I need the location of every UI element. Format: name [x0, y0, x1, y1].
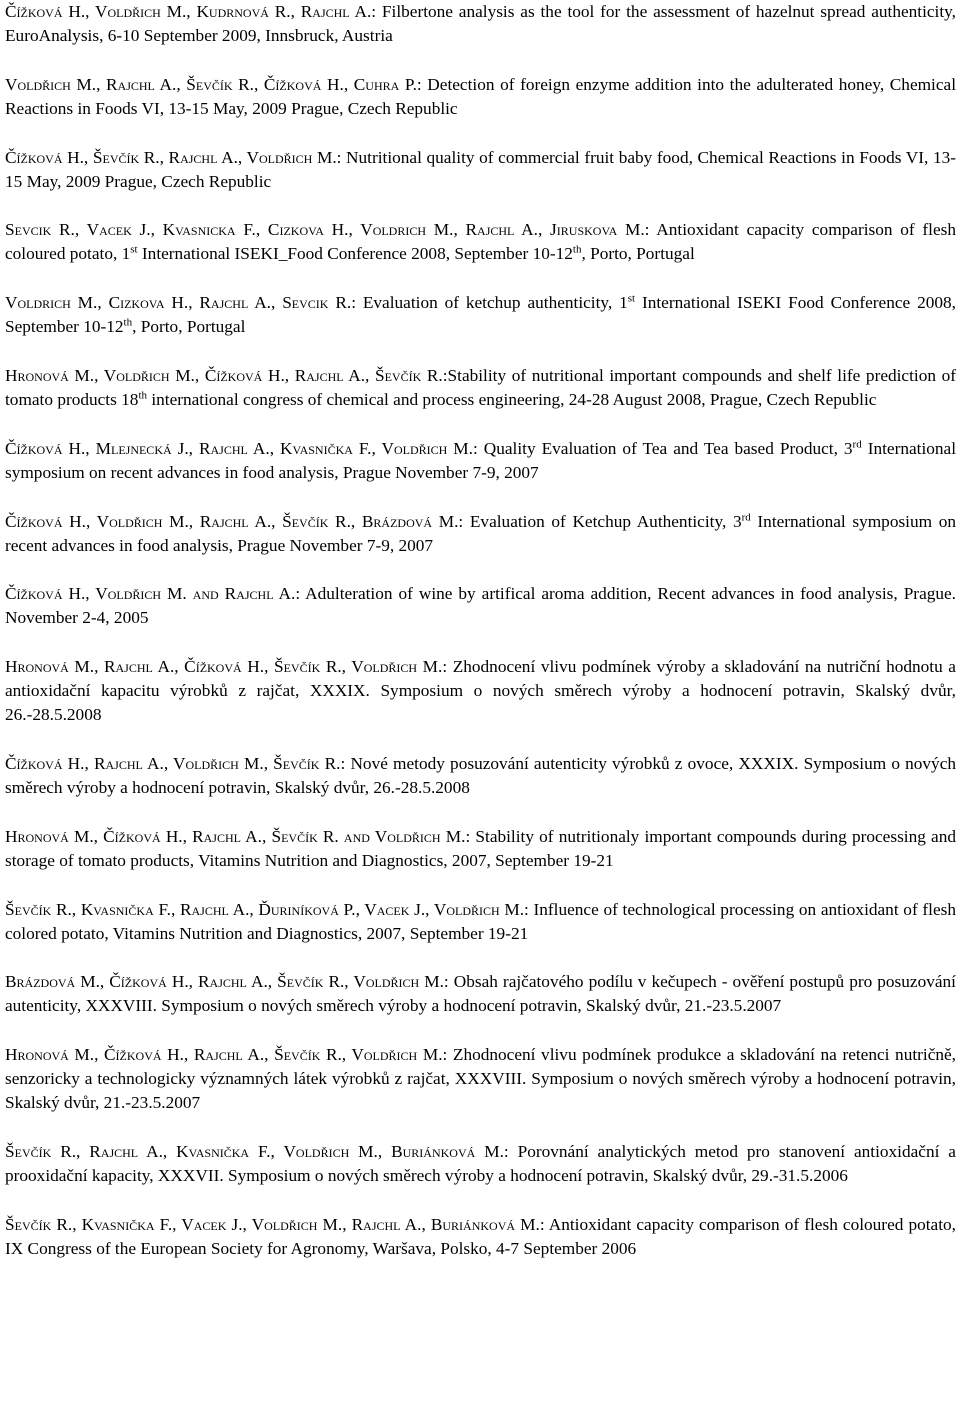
- reference-authors: Sevcik R., Vacek J., Kvasnicka F., Cizkova H., Voldrich M., Rajchl A., Jiruskova M.: [5, 220, 645, 240]
- reference-authors: Ševčík R., Kvasnička F., Vacek J., Voldřich M., Rajchl A., Buriánková M.: [5, 1214, 540, 1234]
- reference-authors: Voldřich M., Rajchl A., Ševčík R., Čížková H., Cuhra P.: [5, 74, 417, 94]
- reference-authors: Čížková H., Voldřich M., Kudrnová R., Rajchl A.: [5, 2, 372, 21]
- ordinal-superscript: rd: [852, 438, 862, 451]
- reference-authors: Voldrich M., Cizkova H., Rajchl A., Sevcik R.: [5, 293, 352, 313]
- reference-text: : Zhodnocení vlivu podmínek výroby a skladování na nutriční hodnotu a antioxidační kapacitu výrobků z rajčat, XXXIX. Symposium o nových směrech výroby a hodnocení potravin, Skalský dvůr, 26.-28.5.2008: [5, 657, 956, 725]
- reference-authors: Čížková H., Ševčík R., Rajchl A., Voldřich M.: [5, 147, 337, 167]
- reference-authors: Čížková H., Rajchl A., Voldřich M., Ševčík R.: [5, 753, 341, 773]
- reference-text: : Evaluation of ketchup authenticity, 1: [351, 293, 628, 313]
- reference-entry: [5, 364, 956, 412]
- reference-text: : Nutritional quality of commercial fruit baby food, Chemical Reactions in Foods VI, 13-15 May, 2009 Prague, Czech Republic: [5, 147, 956, 191]
- ordinal-superscript: th: [138, 389, 147, 402]
- reference-authors: Čížková H., Mlejnecká J., Rajchl A., Kvasnička F., Voldřich M.: [5, 438, 473, 458]
- reference-entry: [5, 437, 956, 485]
- reference-text: International ISEKI Food Conference 2008, September 10-12: [5, 293, 956, 337]
- reference-text: , Porto, Portugal: [581, 244, 695, 264]
- reference-authors: Brázdová M., Čížková H., Rajchl A., Ševčík R., Voldřich M.: [5, 972, 444, 992]
- ordinal-superscript: st: [627, 292, 636, 305]
- reference-entry: [5, 146, 956, 194]
- reference-entry: [5, 825, 956, 873]
- reference-authors: Hronová M., Čížková H., Rajchl A., Ševčík R., Voldřich M.: [5, 1045, 443, 1065]
- ordinal-superscript: th: [123, 316, 133, 329]
- reference-authors: Čížková H., Voldřich M. and Rajchl A.: [5, 584, 296, 604]
- reference-text: : Influence of technological processing on antioxidant of flesh colored potato, Vitamins Nutrition and Diagnostics, 2007, September 19-21: [5, 899, 956, 943]
- ordinal-superscript: rd: [741, 510, 751, 523]
- reference-text: : Zhodnocení vlivu podmínek produkce a skladování na retenci nutričně, senzoricky a technologicky významných látek výrobků z rajčat, XXXVIII. Symposium o nových směrech výroby a hodnocení potravin, Skalský dvůr, 21.-23.5.2007: [5, 1045, 956, 1113]
- reference-entry: [5, 1213, 956, 1261]
- reference-text: : Quality Evaluation of Tea and Tea based Product, 3: [472, 438, 853, 458]
- reference-text: , Porto, Portugal: [132, 317, 246, 337]
- reference-text: : Antioxidant capacity comparison of flesh coloured potato, IX Congress of the European Society for Agronomy, Waršava, Polsko, 4-7 September 2006: [5, 1214, 956, 1258]
- reference-text: : Obsah rajčatového podílu v kečupech - ověření postupů pro posuzování autenticity, XXXVIII. Symposium o nových směrech výroby a hodnocení potravin, Skalský dvůr, 21.-23.5.2007: [5, 972, 956, 1016]
- reference-authors: Čížková H., Voldřich M., Rajchl A., Ševčík R., Brázdová M.: [5, 511, 459, 531]
- reference-entry: [5, 73, 956, 121]
- reference-entry: [5, 218, 956, 266]
- reference-text: : Stability of nutritionaly important compounds during processing and storage of tomato products, Vitamins Nutrition and Diagnostics, 2007, September 19-21: [5, 826, 956, 870]
- reference-entry: [5, 752, 956, 800]
- reference-authors: Hronová M., Voldřich M., Čížková H., Rajchl A., Ševčík R.: [5, 365, 443, 385]
- reference-text: International ISEKI_Food Conference 2008, September 10-12: [137, 244, 573, 264]
- reference-text: international congress of chemical and process engineering, 24-28 August 2008, Prague, Czech Republic: [147, 389, 877, 409]
- reference-entry: [5, 510, 956, 558]
- reference-authors: Hronová M., Čížková H., Rajchl A., Ševčík R. and Voldřich M.: [5, 826, 466, 846]
- reference-text: : Detection of foreign enzyme addition into the adulterated honey, Chemical Reactions in Foods VI, 13-15 May, 2009 Prague, Czech Republic: [5, 74, 956, 118]
- reference-authors: Hronová M., Rajchl A., Čížková H., Ševčík R., Voldřich M.: [5, 657, 443, 677]
- reference-entry: [5, 1140, 956, 1188]
- reference-text: : Adulteration of wine by artifical aroma addition, Recent advances in food analysis, Prague. November 2-4, 2005: [5, 584, 957, 628]
- reference-text: :Stability of nutritional important compounds and shelf life prediction of tomato products 18: [5, 365, 957, 409]
- reference-text: International symposium on recent advances in food analysis, Prague November 7-9, 2007: [5, 438, 956, 482]
- reference-text: International symposium on recent advances in food analysis, Prague November 7-9, 2007: [5, 511, 957, 555]
- reference-entry: [5, 1043, 956, 1115]
- reference-text: : Antioxidant capacity comparison of flesh coloured potato, 1: [5, 220, 956, 264]
- reference-text: : Porovnání analytických metod pro stanovení antioxidační a prooxidační kapacity, XXXVII. Symposium o nových směrech výroby a hodnocení potravin, Skalský dvůr, 29.-31.5.2006: [5, 1141, 956, 1185]
- reference-text: : Nové metody posuzování autenticity výrobků z ovoce, XXXIX. Symposium o nových směrech výroby a hodnocení potravin, Skalský dvůr, 26.-28.5.2008: [5, 753, 956, 797]
- reference-entry: [5, 0, 956, 48]
- reference-text: : Filbertone analysis as the tool for the assessment of hazelnut spread authenticity, EuroAnalysis, 6-10 September 2009, Innsbruck, Austria: [5, 2, 956, 45]
- reference-authors: Ševčík R., Rajchl A., Kvasnička F., Voldřich M., Buriánková M.: [5, 1141, 504, 1161]
- reference-entry: [5, 291, 956, 339]
- reference-authors: Ševčík R., Kvasnička F., Rajchl A., Ďuriníková P., Vacek J., Voldřich M.: [5, 899, 525, 919]
- reference-entry: [5, 898, 956, 946]
- reference-entry: [5, 582, 956, 630]
- reference-entry: [5, 970, 956, 1018]
- reference-text: : Evaluation of Ketchup Authenticity, 3: [458, 511, 742, 531]
- ordinal-superscript: th: [572, 243, 582, 256]
- ordinal-superscript: st: [130, 243, 138, 256]
- reference-entry: [5, 655, 956, 727]
- reference-list: [5, 0, 956, 1286]
